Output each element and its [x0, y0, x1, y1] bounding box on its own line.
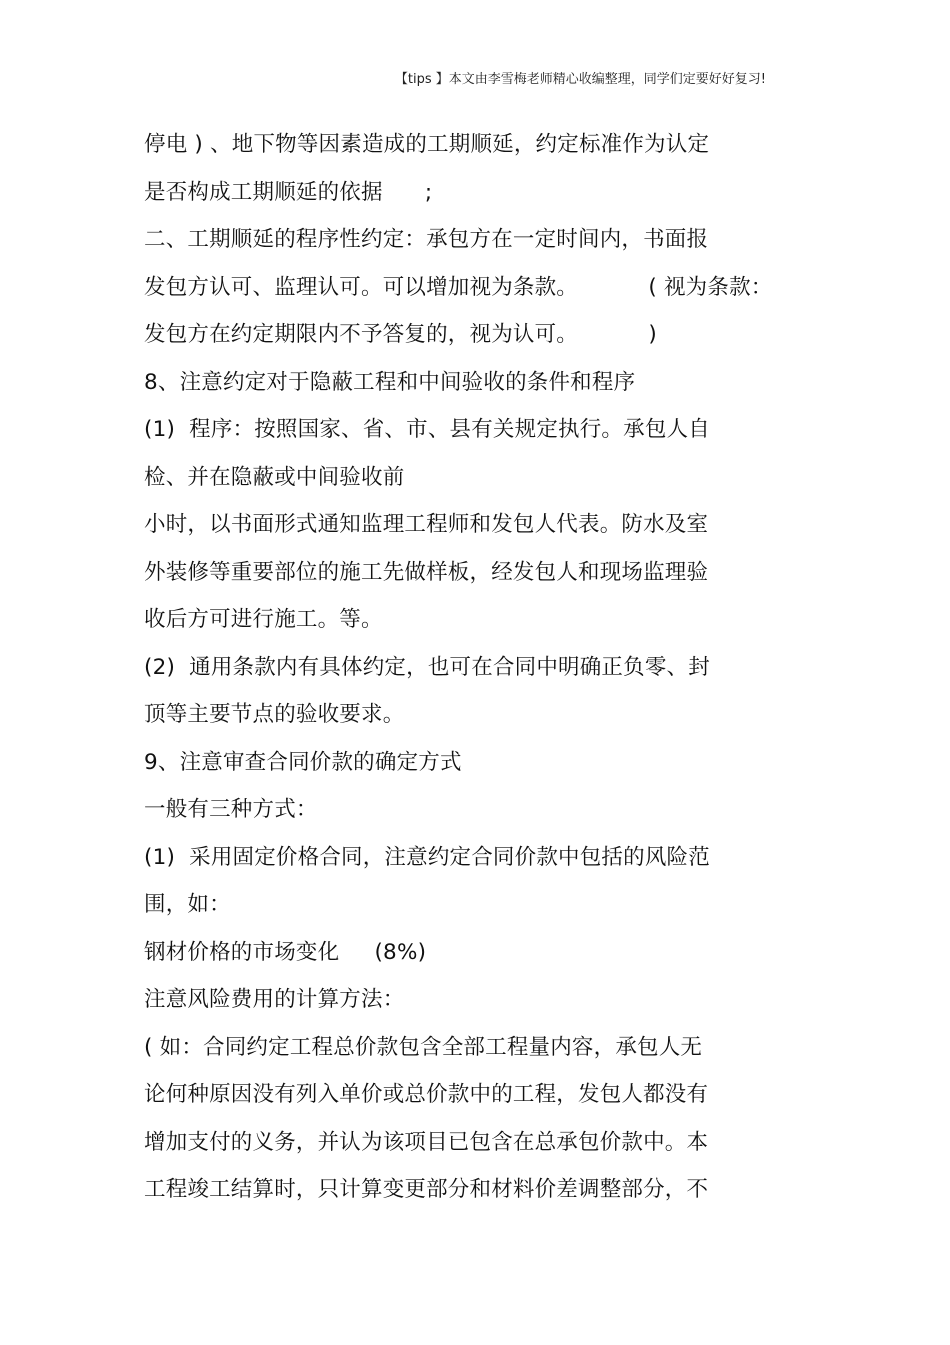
text-line: 顶等主要节点的验收要求。: [144, 702, 405, 727]
text-line: 增加支付的义务，并认为该项目已包含在总承包价款中。本: [144, 1129, 709, 1155]
text-line: 围，如：: [144, 892, 231, 917]
text-line: 发包方在约定期限内不予答复的，视为认可。 ): [144, 322, 657, 347]
text-line: 工程竣工结算时，只计算变更部分和材料价差调整部分，不: [144, 1177, 709, 1202]
text-line: ( 如：合同约定工程总价款包含全部工程量内容，承包人无: [144, 1034, 703, 1060]
text-line: 检、并在隐蔽或中间验收前: [144, 464, 405, 490]
text-line: 钢材价格的市场变化 (8%): [144, 939, 427, 965]
text-line: (2) 通用条款内有具体约定，也可在合同中明确正负零、封: [144, 654, 710, 680]
text-line: 论何种原因没有列入单价或总价款中的工程，发包人都没有: [144, 1082, 709, 1107]
document-body: [144, 121, 794, 1214]
text-line: (1) 程序：按照国家、省、市、县有关规定执行。承包人自: [144, 417, 710, 442]
text-line: 二、工期顺延的程序性约定：承包方在一定时间内，书面报: [144, 227, 709, 252]
text-line: 外装修等重要部位的施工先做样板，经发包人和现场监理验: [144, 559, 709, 585]
text-line: 收后方可进行施工。等。: [144, 607, 383, 632]
section-heading-8: 8、注意约定对于隐蔽工程和中间验收的条件和程序: [144, 369, 636, 395]
text-line: 注意风险费用的计算方法：: [144, 987, 405, 1012]
text-line: 停电 ) 、地下物等因素造成的工期顺延，约定标准作为认定: [144, 132, 710, 157]
header-note: 【tips 】本文由李雪梅老师精心收编整理，同学们定要好好复习!: [394, 72, 766, 87]
text-line: 小时，以书面形式通知监理工程师和发包人代表。防水及室: [144, 512, 709, 537]
section-heading-9: 9、注意审查合同价款的确定方式: [144, 749, 462, 775]
text-line: 发包方认可、监理认可。可以增加视为条款。 ( 视为条款：: [144, 274, 773, 300]
text-line: 一般有三种方式：: [144, 797, 318, 822]
text-line: 是否构成工期顺延的依据 ;: [144, 179, 433, 205]
text-line: (1) 采用固定价格合同，注意约定合同价款中包括的风险范: [144, 844, 710, 870]
